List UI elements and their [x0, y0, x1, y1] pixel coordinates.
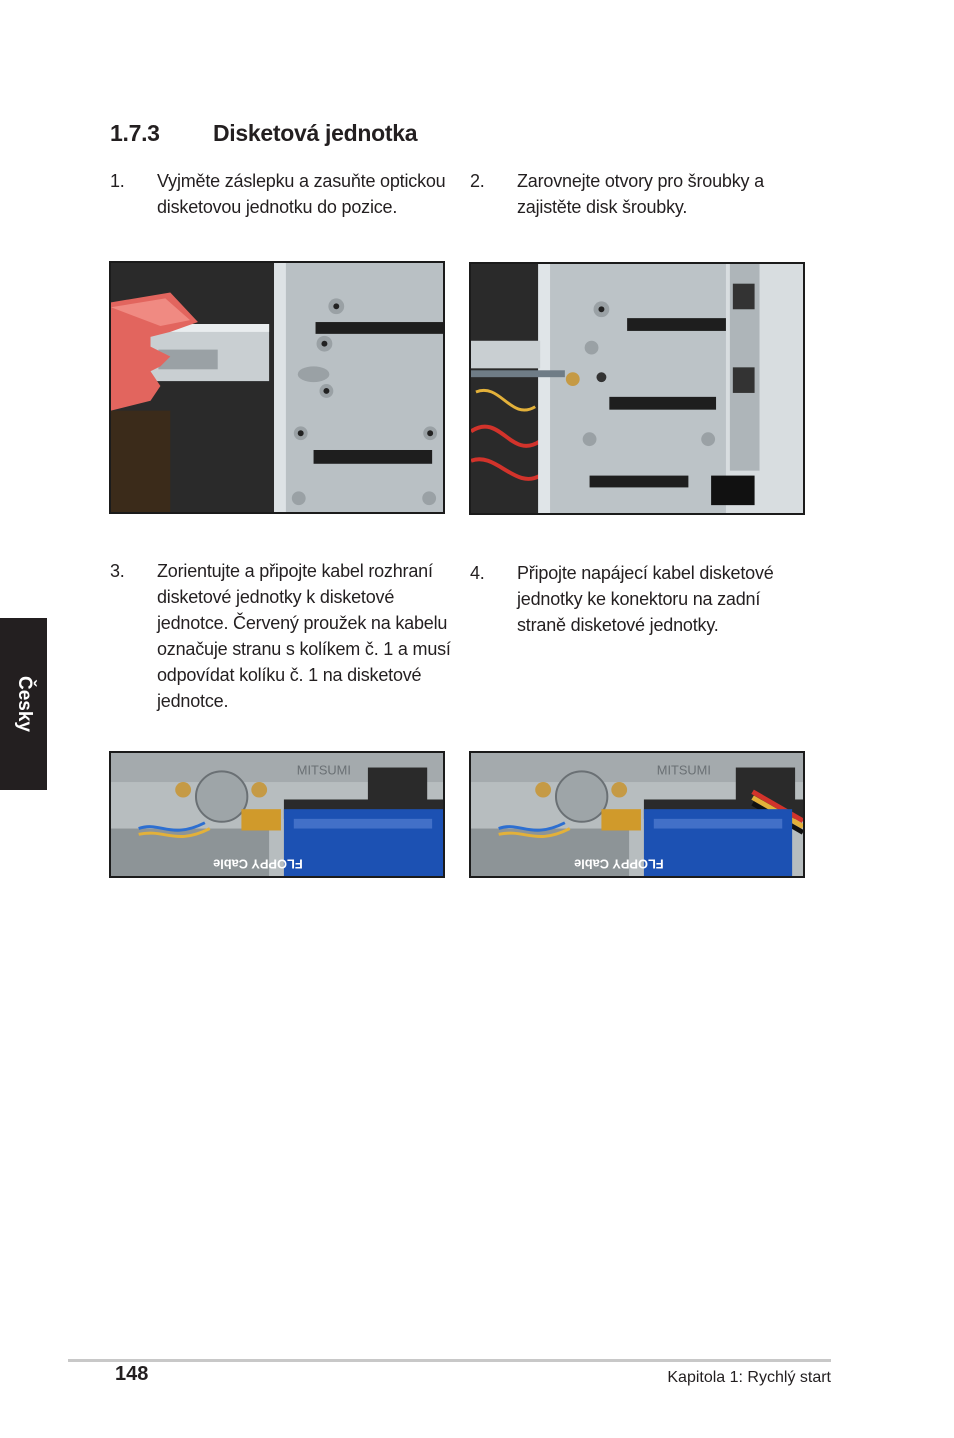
step-1 [110, 168, 460, 248]
chapter-footer: Kapitola 1: Rychlý start [667, 1369, 831, 1386]
cable-label: FLOPPY Cable [574, 856, 664, 872]
step-number: 3. [110, 561, 125, 581]
photo-secure-screws [469, 262, 805, 515]
step-2 [470, 168, 815, 224]
step-text: Zarovnejte otvory pro šroubky a zajistěte disk šroubky. [517, 171, 764, 217]
photo-power-cable [469, 751, 805, 878]
drive-bay-illustration [111, 263, 443, 512]
page-number: 148 [115, 1363, 149, 1385]
photo-interface-cable [109, 751, 445, 878]
drive-brand-label: MITSUMI [296, 762, 351, 778]
step-number: 2. [470, 171, 485, 191]
screwdriver-illustration [471, 264, 803, 513]
photo-insert-drive [109, 261, 445, 514]
section-heading [110, 120, 417, 147]
drive-brand-label: MITSUMI [656, 762, 711, 778]
language-tab [0, 618, 47, 790]
power-connector-illustration [471, 753, 803, 876]
step-4 [470, 560, 815, 640]
section-title: Disketová jednotka [213, 120, 418, 146]
cable-label: FLOPPY Cable [213, 856, 303, 872]
step-3 [110, 558, 466, 716]
floppy-cable-illustration [111, 753, 443, 876]
step-number: 1. [110, 171, 125, 191]
section-number: 1.7.3 [110, 120, 160, 146]
footer-divider [68, 1359, 831, 1362]
step-text: Připojte napájecí kabel disketové jednotky ke konektoru na zadní straně disketové jednotky. [517, 563, 774, 635]
step-number: 4. [470, 563, 485, 583]
language-tab-label: Česky [13, 676, 35, 732]
step-text: Zorientujte a připojte kabel rozhraní disketové jednotky k disketové jednotce. Červený proužek na kabelu označuje stranu s kolíkem č. 1 a musí odpovídat kolíku č. 1 na disketové jednotce. [157, 561, 451, 711]
step-text: Vyjměte záslepku a zasuňte optickou disketovou jednotku do pozice. [157, 171, 446, 217]
